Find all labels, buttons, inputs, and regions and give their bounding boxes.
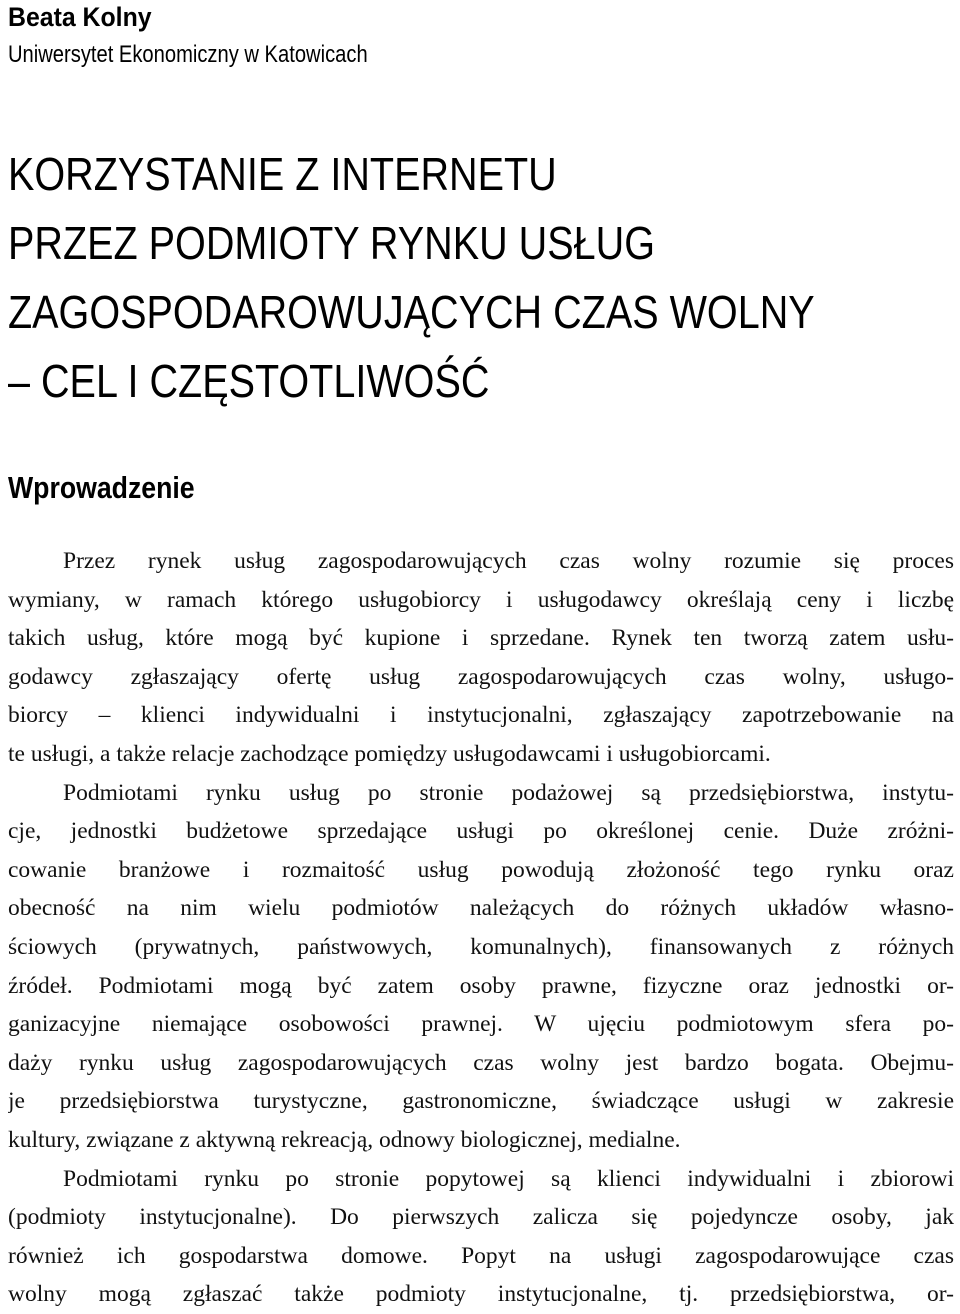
text-line: wymiany, w ramach którego usługobiorcy i usługodawcy określają ceny i liczbę: [8, 586, 954, 613]
title-line-3: ZAGOSPODAROWUJĄCYCH CZAS WOLNY: [8, 286, 815, 338]
author-name: Beata Kolny: [8, 2, 152, 32]
text-line: te usługi, a także relacje zachodzące pomiędzy usługodawcami i usługobiorcami.: [8, 740, 771, 767]
text-line: Przez rynek usług zagospodarowujących czas wolny rozumie się proces: [63, 548, 954, 574]
text-line: takich usług, które mogą być kupione i sprzedane. Rynek ten tworzą zatem usłu-: [8, 625, 954, 652]
text-line: również ich gospodarstwa domowe. Popyt na usługi zagospodarowujące czas: [8, 1242, 954, 1269]
text-line: ganizacyjne niemające osobowości prawnej. W ujęciu podmiotowym sfera po-: [8, 1011, 954, 1038]
text-line: daży rynku usług zagospodarowujących czas wolny jest bardzo bogata. Obejmu-: [8, 1049, 954, 1076]
title-line-2: PRZEZ PODMIOTY RYNKU USŁUG: [8, 217, 655, 269]
text-line: Podmiotami rynku usług po stronie podażowej są przedsiębiorstwa, instytu-: [63, 779, 954, 806]
text-line: kultury, związane z aktywną rekreacją, odnowy biologicznej, medialne.: [8, 1126, 681, 1153]
text-line: godawcy zgłaszający ofertę usług zagospodarowujących czas wolny, usługo-: [8, 663, 954, 690]
text-line: źródeł. Podmiotami mogą być zatem osoby prawne, fizyczne oraz jednostki or-: [8, 972, 954, 999]
text-line: (podmioty instytucjonalne). Do pierwszych zalicza się pojedyncze osoby, jak: [8, 1204, 954, 1231]
paper-title: [8, 140, 815, 416]
section-heading: Wprowadzenie: [8, 470, 195, 505]
text-line: ściowych (prywatnych, państwowych, komunalnych), finansowanych z różnych: [8, 933, 954, 960]
text-line: cowanie branżowe i rozmaitość usług powodują złożoność tego rynku oraz: [8, 856, 954, 883]
text-line: cje, jednostki budżetowe sprzedające usługi po określonej cenie. Duże zróżni-: [8, 818, 954, 845]
text-line: je przedsiębiorstwa turystyczne, gastronomiczne, świadczące usługi w zakresie: [8, 1088, 954, 1115]
title-line-1: KORZYSTANIE Z INTERNETU: [8, 148, 557, 200]
body-text: [8, 542, 954, 1314]
title-line-4: – CEL I CZĘSTOTLIWOŚĆ: [8, 355, 490, 407]
text-line: Podmiotami rynku po stronie popytowej są klienci indywidualni i zbiorowi: [63, 1165, 954, 1192]
author-affiliation: Uniwersytet Ekonomiczny w Katowicach: [8, 41, 368, 68]
text-line: obecność na nim wielu podmiotów należących do różnych układów własno-: [8, 895, 954, 922]
text-line: biorcy – klienci indywidualni i instytucjonalni, zgłaszający zapotrzebowanie na: [8, 702, 954, 729]
text-line: wolny mogą zgłaszać także podmioty instytucjonalne, tj. przedsiębiorstwa, or-: [8, 1281, 954, 1308]
